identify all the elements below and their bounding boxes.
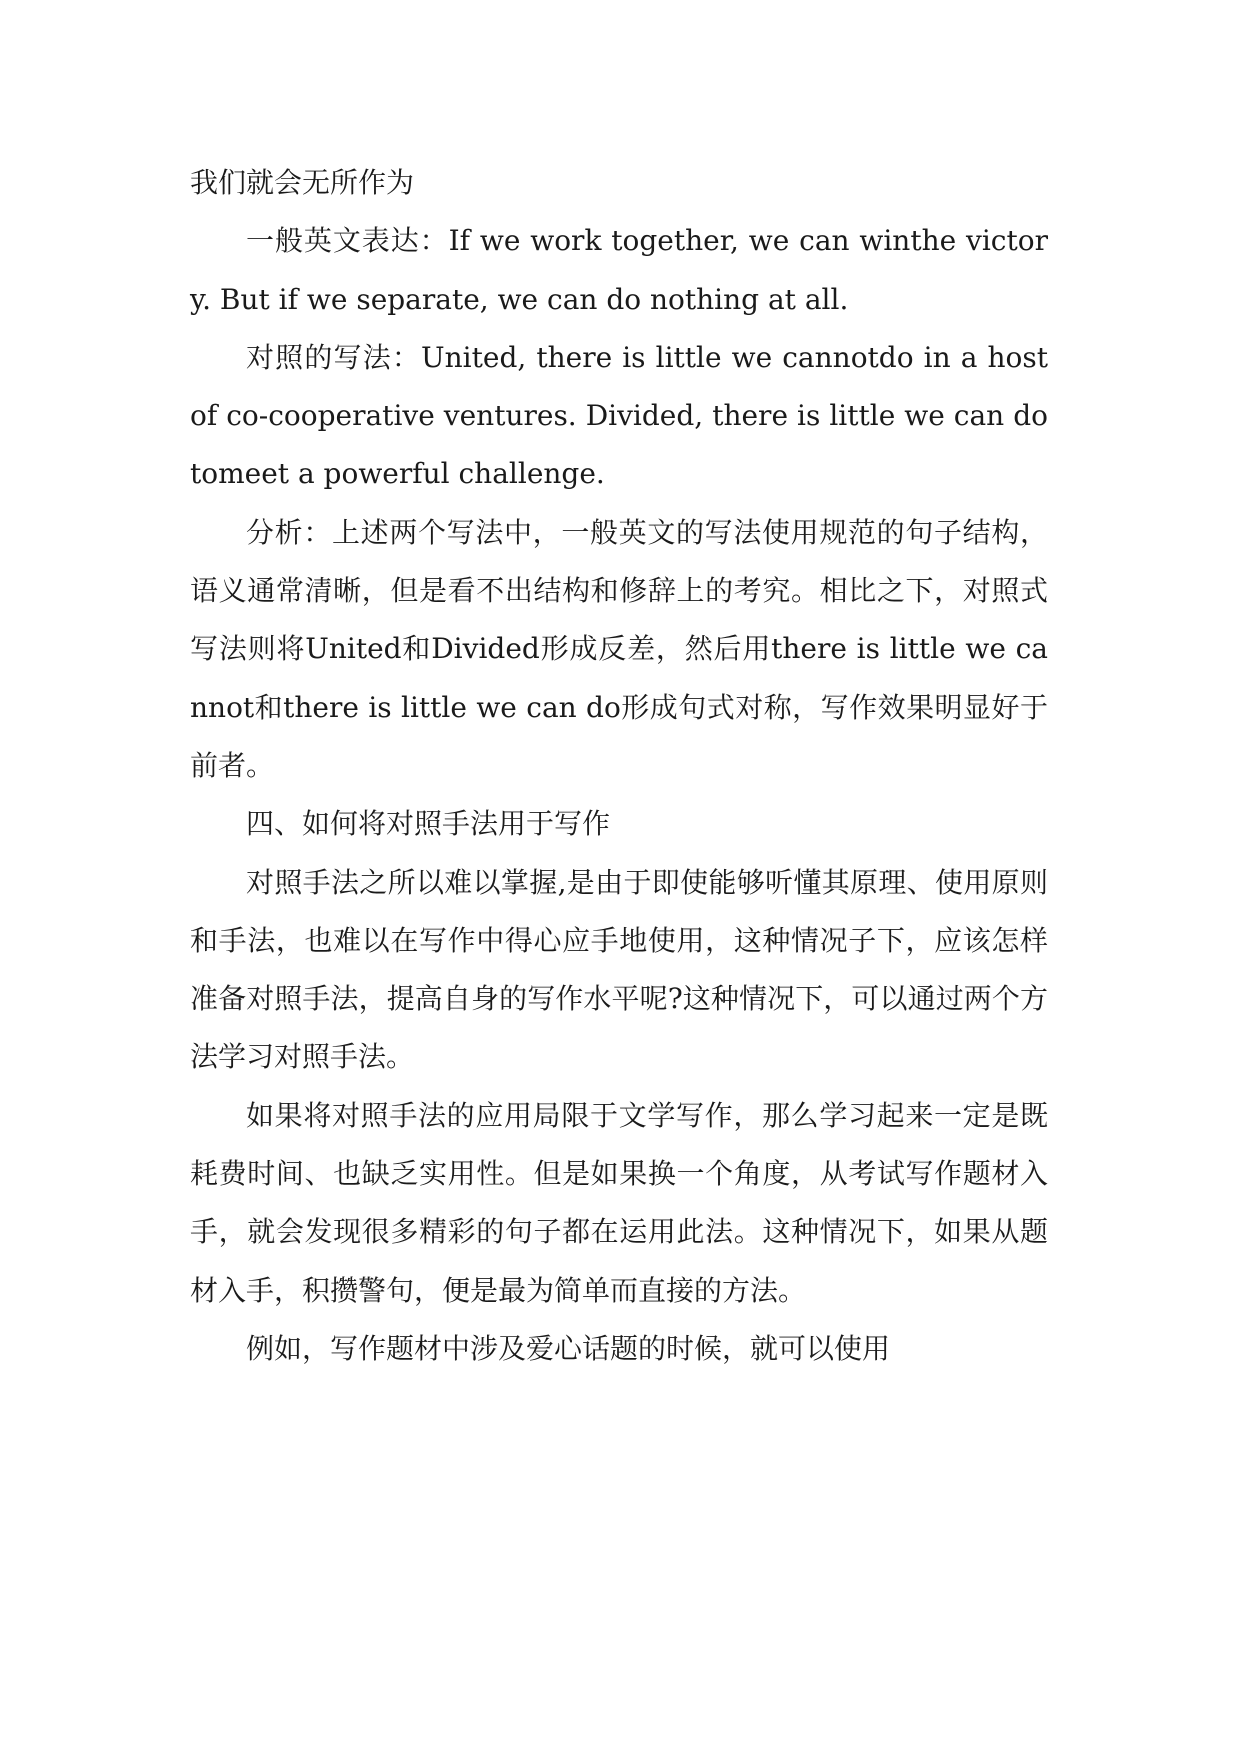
paragraph-analysis: 分析：上述两个写法中，一般英文的写法使用规范的句子结构，语义通常清晰，但是看不出结构和修辞上的考究。相比之下，对照式写法则将United和Divided形成反差，然后用there is little we cannot和there is little we can do形成句式对称，写作效果明显好于前者。 [190,515,1048,782]
section-heading: 四、如何将对照手法用于写作 [246,807,611,841]
paragraph-method: 如果将对照手法的应用局限于文学写作，那么学习起来一定是既耗费时间、也缺乏实用性。但是如果换一个角度，从考试写作题材入手，就会发现很多精彩的句子都在运用此法。这种情况下，如果从题材入手，积攒警句，便是最为简单而直接的方法。 [190,1098,1048,1307]
paragraph-example: 例如，写作题材中涉及爱心话题的时候，就可以使用 [246,1331,891,1365]
paragraph-contrast-writing: 对照的写法：United, there is little we cannotdo in a host of co-cooperative ventures. Divided, there is little we can do tomeet a powerful challenge. [190,340,1048,491]
paragraph-difficulty: 对照手法之所以难以掌握,是由于即使能够听懂其原理、使用原则和手法，也难以在写作中得心应手地使用，这种情况子下，应该怎样准备对照手法，提高自身的写作水平呢?这种情况下，可以通过两个方法学习对照手法。 [190,865,1048,1074]
paragraph-general-english: 一般英文表达：If we work together, we can winthe victory. But if we separate, we can do nothing at all. [190,224,1048,316]
paragraph-continuation: 我们就会无所作为 [190,166,415,199]
body-text [190,154,1048,1378]
